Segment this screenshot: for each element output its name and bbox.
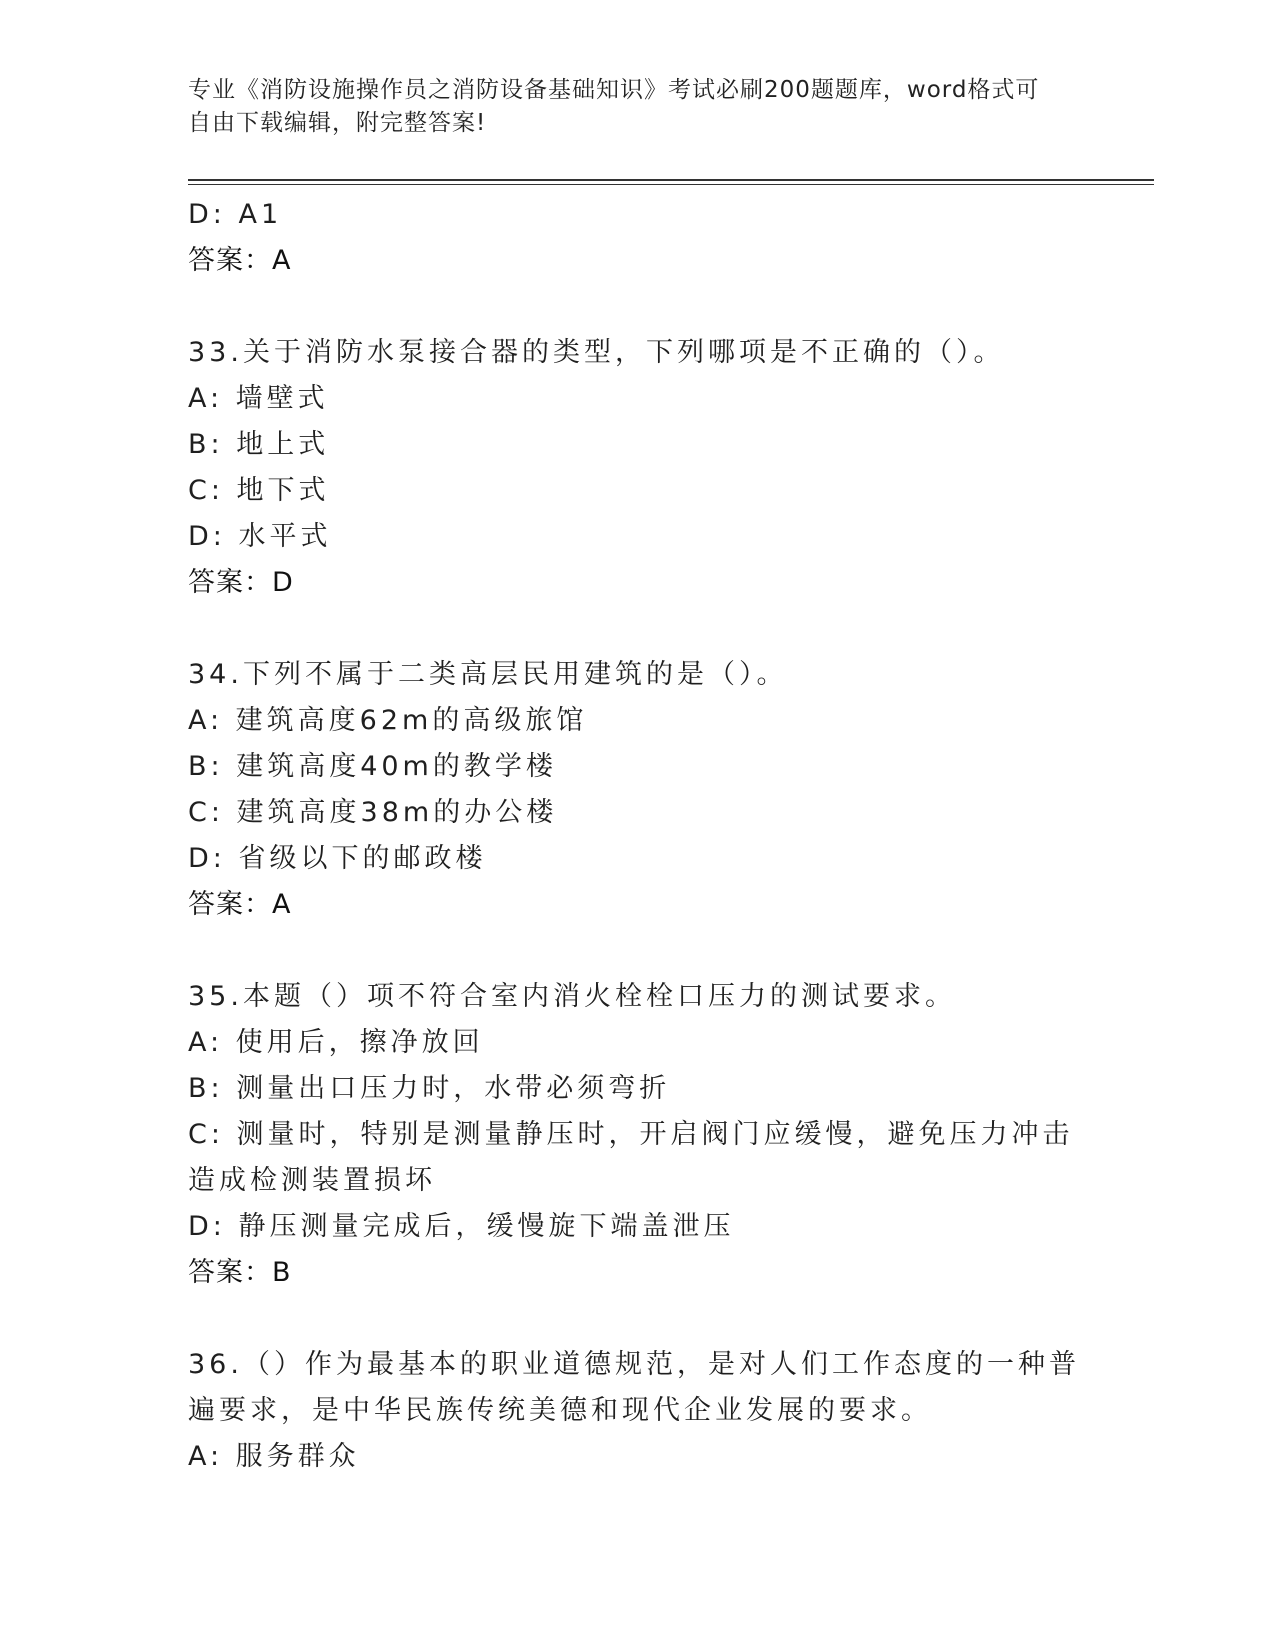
answer: 答案：B: [188, 1257, 292, 1288]
header-rule-thin: [188, 184, 1154, 185]
option-a: A: 墙壁式: [188, 383, 329, 414]
answer: 答案：D: [188, 567, 294, 598]
option-b: B: 建筑高度40m的教学楼: [188, 751, 557, 782]
header-line-2: 自由下载编辑，附完整答案!: [188, 110, 487, 136]
question-stem: 35.本题（）项不符合室内消火栓栓口压力的测试要求。: [188, 981, 956, 1012]
question-34: [188, 652, 1088, 928]
option-c: C: 建筑高度38m的办公楼: [188, 797, 558, 828]
question-stem: 34.下列不属于二类高层民用建筑的是（）。: [188, 659, 788, 690]
question-stem: 36.（）作为最基本的职业道德规范，是对人们工作态度的一种普遍要求，是中华民族传统美德和现代企业发展的要求。: [188, 1349, 1080, 1426]
question-stem: 33.关于消防水泵接合器的类型，下列哪项是不正确的（）。: [188, 337, 1005, 368]
header-line-1: 专业《消防设施操作员之消防设备基础知识》考试必刷200题题库，word格式可: [188, 77, 1040, 103]
option-d: D: 水平式: [188, 521, 332, 552]
option-d: D: 静压测量完成后，缓慢旋下端盖泄压: [188, 1211, 735, 1242]
question-33: [188, 330, 1088, 606]
option-b: B: 地上式: [188, 429, 330, 460]
option-b: B: 测量出口压力时，水带必须弯折: [188, 1073, 671, 1104]
document-body: [188, 192, 1088, 1480]
previous-answer: 答案：A: [188, 245, 292, 276]
spacer: [188, 1296, 1088, 1342]
header-rule-thick: [188, 179, 1154, 181]
spacer: [188, 284, 1088, 330]
previous-option-d: D: A1: [188, 199, 283, 230]
option-c: C: 测量时，特别是测量静压时，开启阀门应缓慢，避免压力冲击造成检测装置损坏: [188, 1119, 1074, 1196]
question-36: [188, 1342, 1088, 1480]
option-a: A: 使用后，擦净放回: [188, 1027, 484, 1058]
option-d: D: 省级以下的邮政楼: [188, 843, 487, 874]
option-c: C: 地下式: [188, 475, 330, 506]
spacer: [188, 606, 1088, 652]
question-35: [188, 974, 1088, 1296]
option-a: A: 建筑高度62m的高级旅馆: [188, 705, 588, 736]
spacer: [188, 928, 1088, 974]
document-header: [188, 74, 1088, 140]
option-a: A: 服务群众: [188, 1441, 360, 1472]
answer: 答案：A: [188, 889, 292, 920]
